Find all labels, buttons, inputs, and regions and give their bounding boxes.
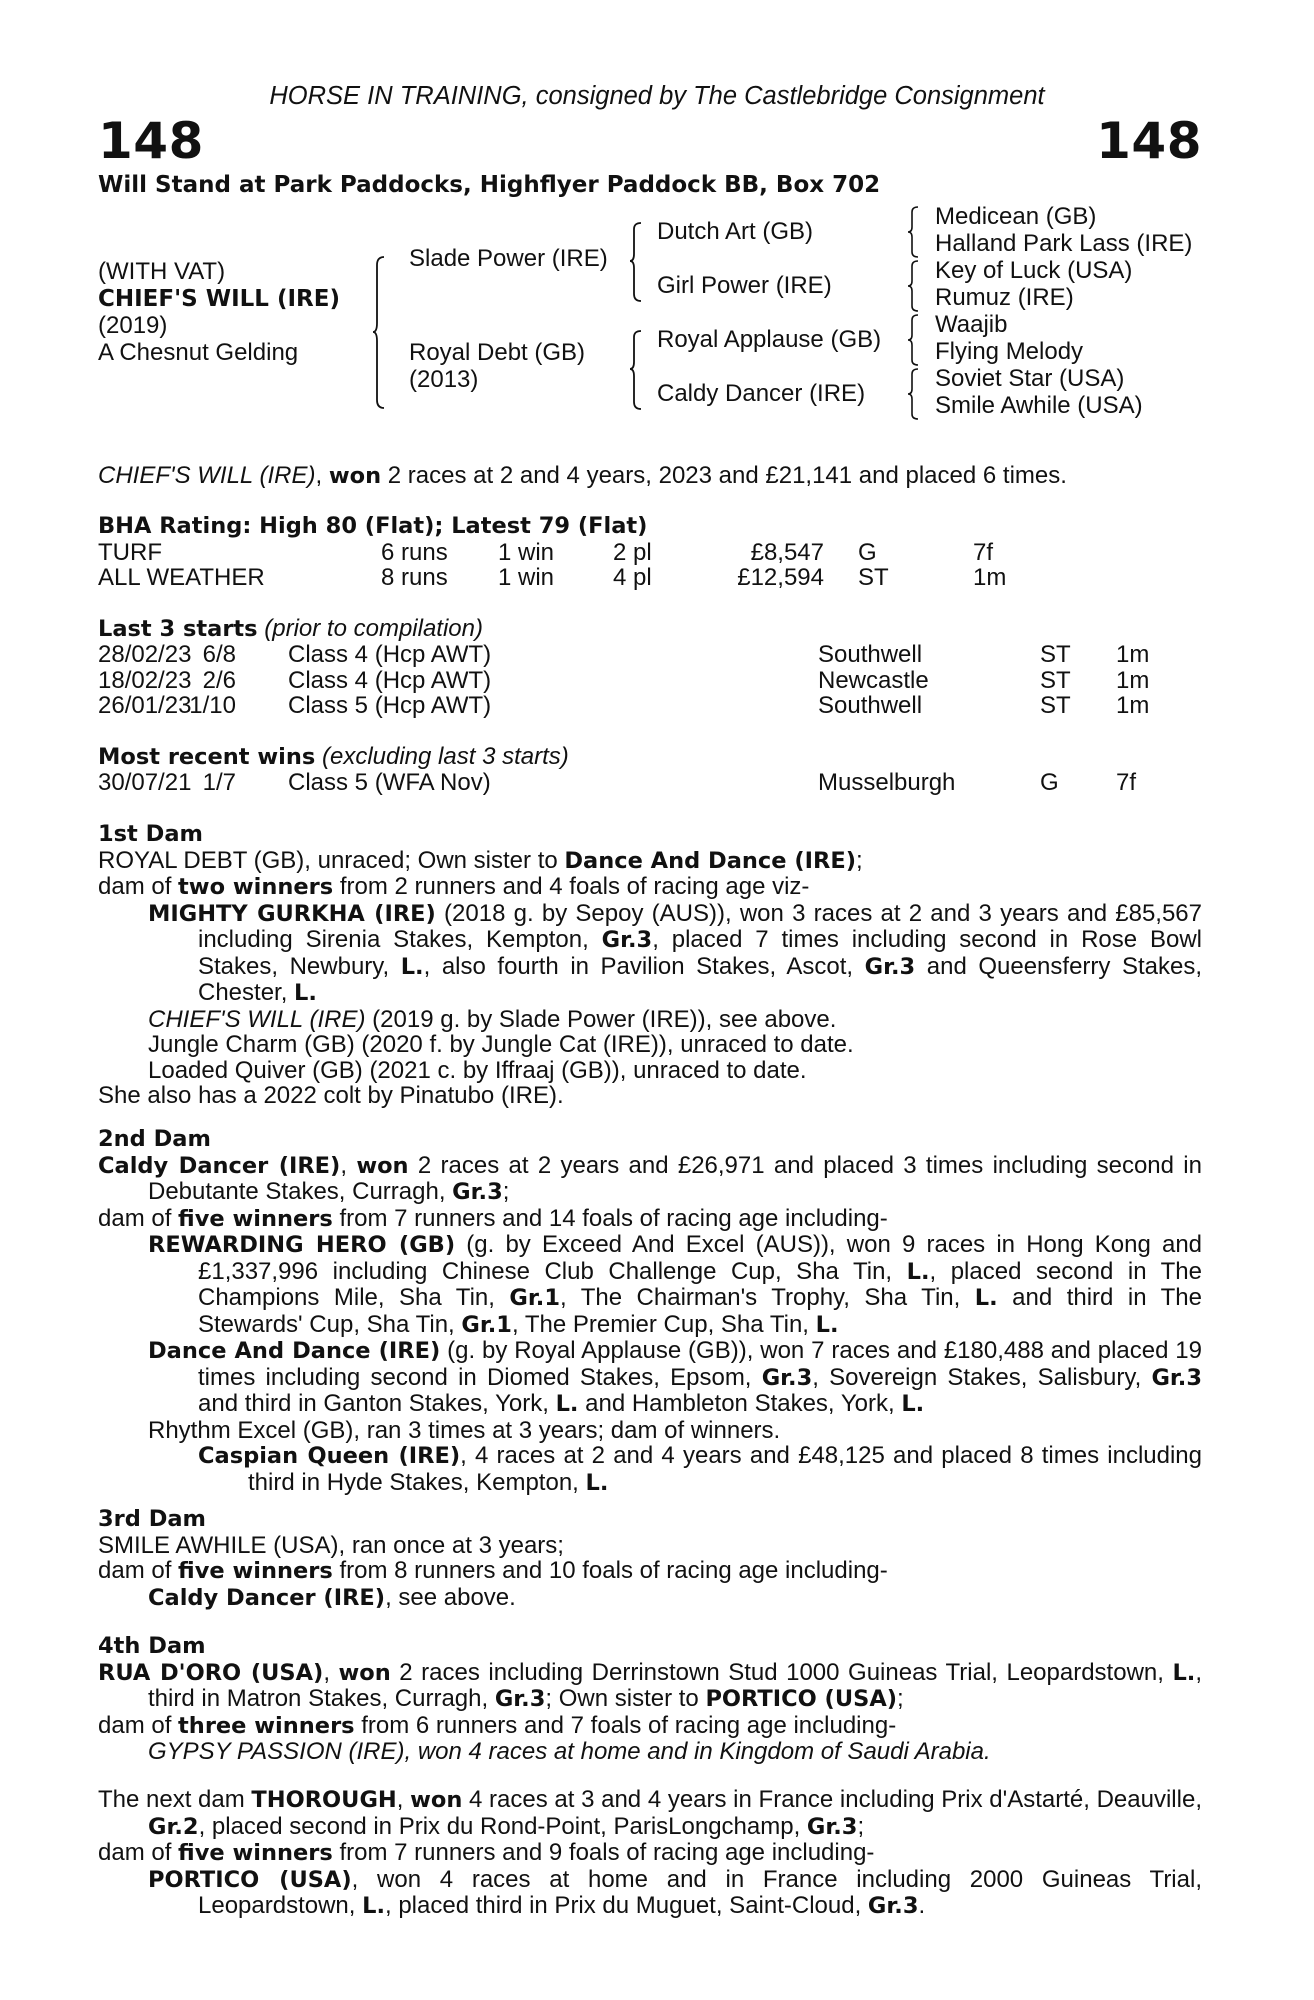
next-dam-produce: dam of five winners from 7 runners and 9 foals of racing age including- [98,1839,875,1866]
brace-g3-4 [906,367,920,421]
next-dam-section [98,1787,1202,1920]
first-dam-produce: dam of two winners from 2 runners and 4 foals of racing age viz- [98,873,810,900]
vat-note: (WITH VAT) [98,258,226,285]
fourth-dam-heading: 4th Dam [98,1633,206,1659]
progeny-entry: CHIEF'S WILL (IRE) (2019 g. by Slade Power (IRE)), see above. [148,1005,837,1033]
progeny-entry: PORTICO (USA), won 4 races at home and in France including 2000 Guineas Trial, Leopardstown, L., placed third in Prix du Muguet, Saint-Cloud, Gr.3. [148,1865,1202,1919]
rating-row: TURF 6 runs 1 win 2 pl £8,547 G 7f [98,538,994,566]
gen3-1: Medicean (GB) [935,203,1097,230]
fourth-dam-produce: dam of three winners from 6 runners and 7 foals of racing age including- [98,1711,897,1739]
progeny-entry: Rhythm Excel (GB), ran 3 times at 3 years; dam of winners. [148,1416,781,1444]
consignment-caption: HORSE IN TRAINING, consigned by The Castlebridge Consignment [269,82,1045,110]
progeny-entry: REWARDING HERO (GB) (g. by Exceed And Excel (AUS)), won 9 races in Hong Kong and £1,337,996 including Chinese Club Challenge Cup, Sha Tin, L., placed second in The Champions Mile, Sha Tin, Gr.1, The Chairman's Trophy, Sha Tin, L. and third in The Stewards' Cup, Sha Tin, Gr.1, The Premier Cup, Sha Tin, L. [148,1231,1203,1338]
brace-g3-3 [906,313,920,367]
sire-dam: Girl Power (IRE) [657,272,832,299]
gen3-5: Waajib [935,311,1008,338]
start-row: 18/02/23 2/6 Class 4 (Hcp AWT) Newcastle ST 1m [98,666,1150,694]
gen3-4: Rumuz (IRE) [935,284,1074,311]
horse-year: (2019) [98,312,168,339]
rating-heading: BHA Rating: High 80 (Flat); Latest 79 (Flat) [98,513,648,539]
dam-year: (2013) [409,366,479,393]
gen3-3: Key of Luck (USA) [935,257,1133,284]
dam-dam: Caldy Dancer (IRE) [657,380,866,407]
sire: Slade Power (IRE) [409,245,608,272]
progeny-note: She also has a 2022 colt by Pinatubo (IRE). [98,1082,564,1109]
progeny-entry: Jungle Charm (GB) (2020 f. by Jungle Cat (IRE)), unraced to date. [148,1031,854,1058]
horse-name: CHIEF'S WILL (IRE) [98,286,340,312]
gen3-8: Smile Awhile (USA) [935,392,1143,419]
next-dam-line: The next dam THOROUGH, won 4 races at 3 and 4 years in France including Prix d'Astarté, Deauville, Gr.2, placed second in Prix du Rond-Point, ParisLongchamp, Gr.3; [98,1786,1202,1840]
second-dam-section [98,1127,1202,1496]
second-dam-produce: dam of five winners from 7 runners and 14 foals of racing age including- [98,1204,888,1232]
progeny-entry: Dance And Dance (IRE) (g. by Royal Applause (GB)), won 7 races and £180,488 and placed 19 times including second in Diomed Stakes, Epsom, Gr.3, Sovereign Stakes, Salisbury, Gr.3 and third in Ganton Stakes, York, L. and Hambleton Stakes, York, L. [148,1337,1203,1417]
recent-wins-heading: Most recent wins (excluding last 3 starts) [98,742,569,770]
dam-sire: Royal Applause (GB) [657,326,882,353]
progeny-entry: Loaded Quiver (GB) (2021 c. by Iffraaj (GB)), unraced to date. [148,1056,807,1084]
first-dam-line: ROYAL DEBT (GB), unraced; Own sister to Dance And Dance (IRE); [98,846,863,874]
progeny-entry: MIGHTY GURKHA (IRE) (2018 g. by Sepoy (AUS)), won 3 races at 2 and 3 years and £85,567 including Sirenia Stakes, Kempton, Gr.3, placed 7 times including second in Rose Bowl Stakes, Newbury, L., also fourth in Pavilion Stakes, Ascot, Gr.3 and Queensferry Stakes, Chester, L. [148,899,1203,1006]
horse-description: A Chesnut Gelding [98,339,299,366]
brace-sire [629,221,643,303]
fourth-dam-line: RUA D'ORO (USA), won 2 races including Derrinstown Stud 1000 Guineas Trial, Leopardstown, L., third in Matron Stakes, Curragh, Gr.3; Own sister to PORTICO (USA); [98,1658,1203,1712]
gen3-2: Halland Park Lass (IRE) [935,230,1193,257]
first-dam-section [98,822,1202,1109]
progeny-entry: GYPSY PASSION (IRE), won 4 races at home and in Kingdom of Saudi Arabia. [148,1738,991,1765]
fourth-dam-section [98,1634,1202,1765]
gen3-6: Flying Melody [935,338,1084,365]
win-row: 30/07/21 1/7 Class 5 (WFA Nov) Musselburgh G 7f [98,769,1137,796]
start-row: 26/01/23 1/10 Class 5 (Hcp AWT) Southwell ST 1m [98,692,1150,719]
second-dam-heading: 2nd Dam [98,1126,211,1152]
third-dam-heading: 3rd Dam [98,1506,206,1532]
start-row: 28/02/23 6/8 Class 4 (Hcp AWT) Southwell ST 1m [98,641,1150,668]
dam: Royal Debt (GB) [409,339,586,366]
race-summary: CHIEF'S WILL (IRE), won 2 races at 2 and 4 years, 2023 and £21,141 and placed 6 times. [98,462,1067,489]
second-dam-line: Caldy Dancer (IRE), won 2 races at 2 years and £26,971 and placed 3 times including second in Debutante Stakes, Curragh, Gr.3; [98,1151,1202,1205]
third-dam-produce: dam of five winners from 8 runners and 10 foals of racing age including- [98,1557,888,1584]
third-dam-line: SMILE AWHILE (USA), ran once at 3 years; [98,1531,564,1559]
brace-g3-1 [906,205,920,259]
progeny-entry: Caldy Dancer (IRE), see above. [148,1583,516,1611]
sire-sire: Dutch Art (GB) [657,218,814,245]
brace-g3-2 [906,259,920,313]
brace-dam [629,329,643,411]
first-dam-heading: 1st Dam [98,821,203,847]
gen3-7: Soviet Star (USA) [935,365,1125,392]
form-block [98,514,1202,796]
lot-number-right: 148 [1096,112,1202,170]
lot-number-left: 148 [98,112,204,170]
rating-row: ALL WEATHER 8 runs 1 win 4 pl £12,594 ST 1m [98,564,1007,591]
third-dam-section [98,1507,1202,1611]
stand-location: Will Stand at Park Paddocks, Highflyer Paddock BB, Box 702 [98,172,881,198]
brace-main [372,255,386,410]
last-starts-heading: Last 3 starts (prior to compilation) [98,614,483,642]
progeny-entry: Caspian Queen (IRE), 4 races at 2 and 4 years and £48,125 and placed 8 times including third in Hyde Stakes, Kempton, L. [198,1442,1203,1496]
